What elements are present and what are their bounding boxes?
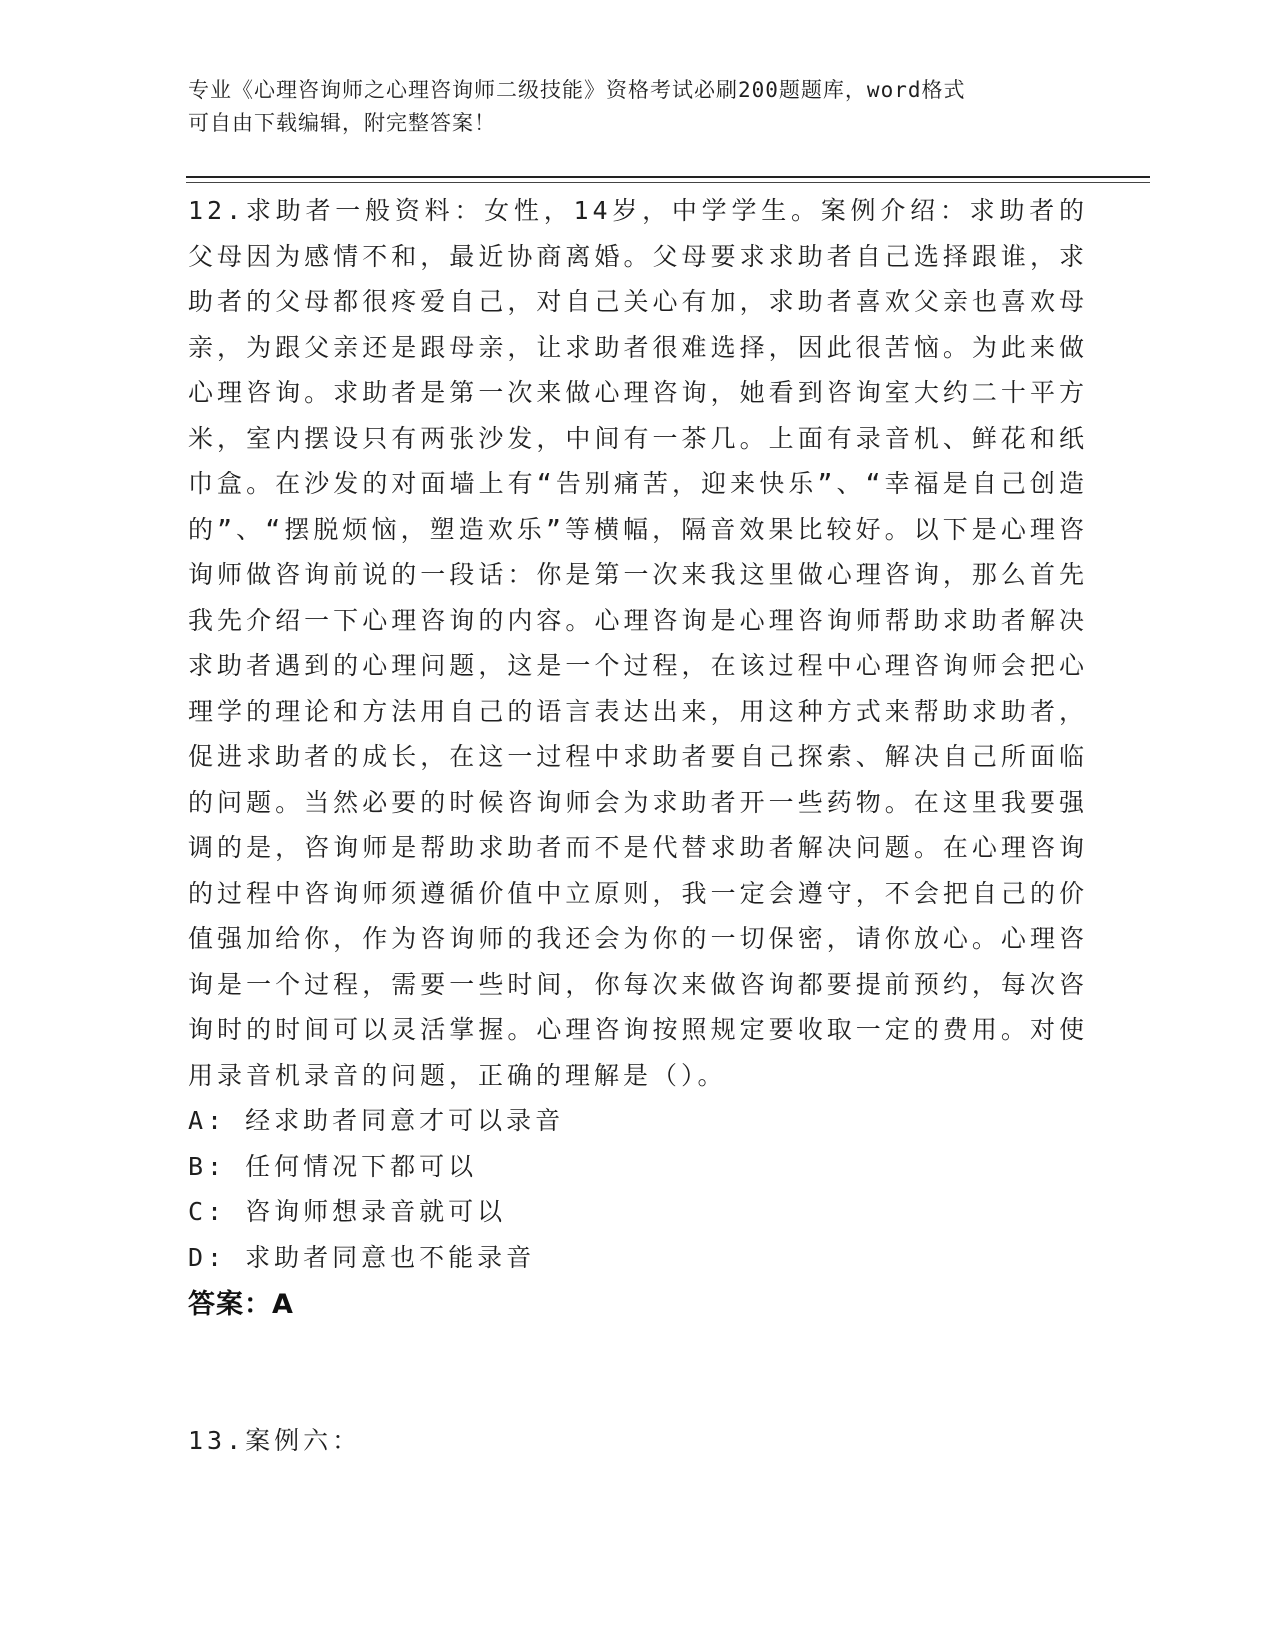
option-d-key: D: <box>188 1242 227 1272</box>
option-c <box>188 1189 1088 1235</box>
header-divider-thin <box>186 182 1150 183</box>
option-c-text: 咨询师想录音就可以 <box>245 1197 507 1226</box>
question-12 <box>188 188 1088 1330</box>
header-line-2: 可自由下载编辑，附完整答案！ <box>188 111 496 135</box>
header-line-1: 专业《心理咨询师之心理咨询师二级技能》资格考试必刷200题题库，word格式 <box>188 78 966 102</box>
option-a-key: A: <box>188 1106 227 1135</box>
question-12-options <box>188 1098 1088 1280</box>
question-12-stem <box>188 188 1088 1098</box>
header-divider-thick <box>186 176 1150 178</box>
question-13-number: 13. <box>188 1426 246 1455</box>
question-12-text: 求助者一般资料：女性，14岁，中学学生。案例介绍：求助者的父母因为感情不和，最近协商离婚。父母要求求助者自己选择跟谁，求助者的父母都很疼爱自己，对自己关心有加，求助者喜欢父亲也喜欢母亲，为跟父亲还是跟母亲，让求助者很难选择，因此很苦恼。为此来做心理咨询。求助者是第一次来做心理咨询，她看到咨询室大约二十平方米，室内摆设只有两张沙发，中间有一茶几。上面有录音机、鲜花和纸巾盒。在沙发的对面墙上有“告别痛苦，迎来快乐”、“幸福是自己创造的”、“摆脱烦恼，塑造欢乐”等横幅，隔音效果比较好。以下是心理咨询师做咨询前说的一段话：你是第一次来我这里做心理咨询，那么首先我先介绍一下心理咨询的内容。心理咨询是心理咨询师帮助求助者解决求助者遇到的心理问题，这是一个过程，在该过程中心理咨询师会把心理学的理论和方法用自己的语言表达出来，用这种方式来帮助求助者，促进求助者的成长，在这一过程中求助者要自己探索、解决自己所面临的问题。当然必要的时候咨询师会为求助者开一些药物。在这里我要强调的是，咨询师是帮助求助者而不是代替求助者解决问题。在心理咨询的过程中咨询师须遵循价值中立原则，我一定会遵守，不会把自己的价值强加给你，作为咨询师的我还会为你的一切保密，请你放心。心理咨询是一个过程，需要一些时间，你每次来做咨询都要提前预约，每次咨询时的时间可以灵活掌握。心理咨询按照规定要收取一定的费用。对使用录音机录音的问题，正确的理解是（）。 <box>188 196 1088 1090</box>
option-d <box>188 1235 1088 1281</box>
document-header <box>188 74 1068 140</box>
option-a <box>188 1098 1088 1144</box>
option-a-text: 经求助者同意才可以录音 <box>245 1106 565 1135</box>
question-12-answer: 答案：A <box>188 1289 294 1320</box>
option-b <box>188 1144 1088 1190</box>
question-12-number: 12. <box>188 196 246 225</box>
option-b-text: 任何情况下都可以 <box>245 1151 478 1181</box>
option-c-key: C: <box>188 1197 227 1226</box>
question-13 <box>188 1418 361 1463</box>
option-b-key: B: <box>188 1151 227 1181</box>
option-d-text: 求助者同意也不能录音 <box>245 1242 536 1272</box>
question-13-text: 案例六： <box>245 1426 362 1455</box>
